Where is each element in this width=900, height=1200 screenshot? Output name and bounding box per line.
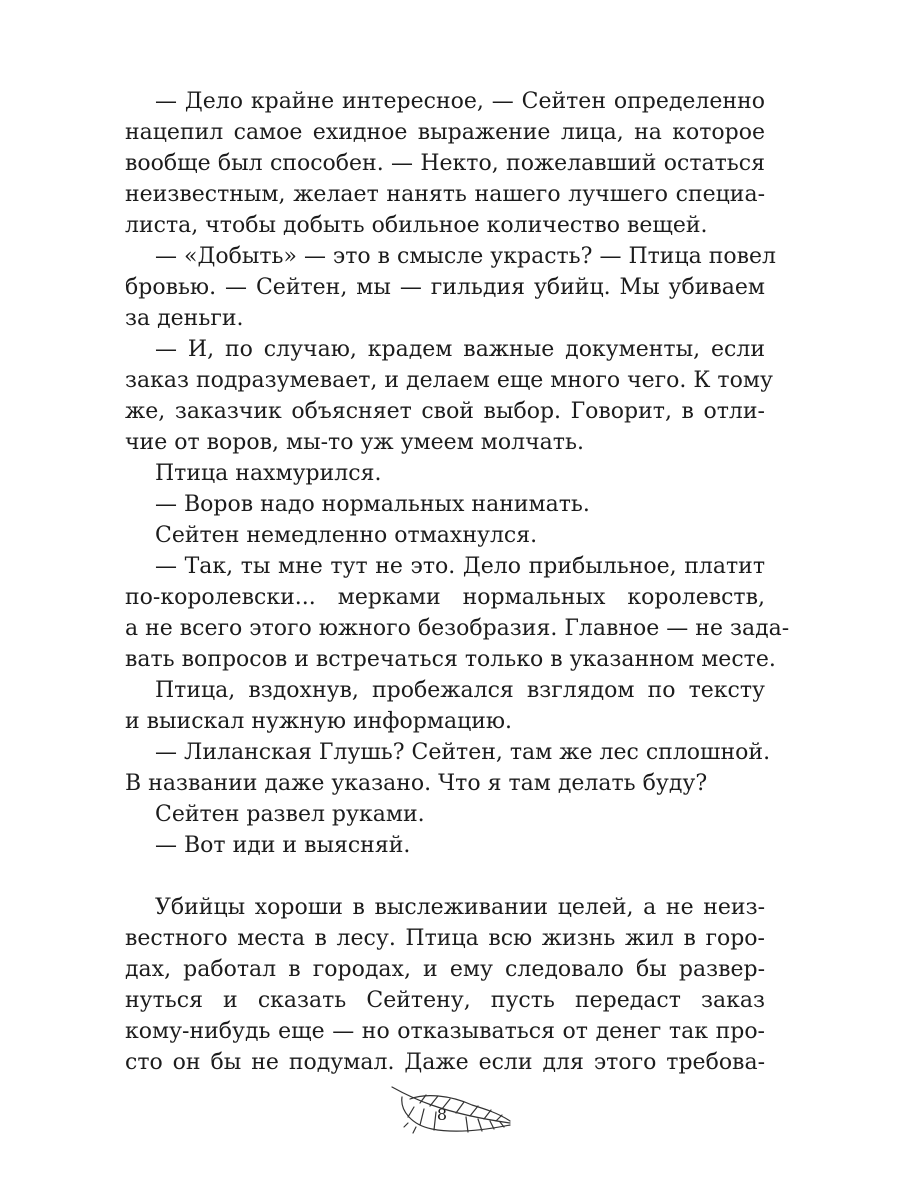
text-line: вать вопросов и встречаться только в указанном месте. (125, 647, 776, 672)
text-line: Птица, вздохнув, пробежался взглядом по тексту (155, 678, 765, 703)
text-line: — Воров надо нормальных нанимать. (155, 492, 590, 517)
text-line: — Так, ты мне тут не это. Дело прибыльное, платит (155, 554, 765, 579)
text-line: — Вот иди и выясняй. (155, 833, 411, 858)
text-line: В названии даже указано. Что я там делать буду? (125, 771, 708, 796)
text-line: дах, работал в городах, и ему следовало бы развер- (125, 957, 765, 982)
text-line: нацепил самое ехидное выражение лица, на которое (125, 120, 765, 145)
text-line: неизвестным, желает нанять нашего лучшего специа- (125, 182, 765, 207)
text-line: — Лиланская Глушь? Сейтен, там же лес сплошной. (155, 740, 771, 765)
text-line: сто он бы не подумал. Даже если для этого требова- (125, 1050, 765, 1075)
text-line: за деньги. (125, 306, 244, 331)
paragraph-gap (125, 861, 765, 892)
text-line: кому-нибудь еще — но отказываться от денег так про- (125, 1019, 765, 1044)
text-line: и выискал нужную информацию. (125, 709, 513, 734)
text-line: Птица нахмурился. (155, 461, 382, 486)
text-line: а не всего этого южного безобразия. Главное — не зада- (125, 616, 790, 641)
text-line: вообще был способен. — Некто, пожелавший остаться (125, 151, 765, 176)
text-line: — Дело крайне интересное, — Сейтен определенно (155, 89, 765, 114)
page-number: 8 (436, 1105, 448, 1124)
page-footer (380, 1075, 520, 1145)
text-line: бровью. — Сейтен, мы — гильдия убийц. Мы убиваем (125, 275, 765, 300)
text-line: — «Добыть» — это в смысле украсть? — Птица повел (155, 244, 777, 269)
text-line: чие от воров, мы-то уж умеем молчать. (125, 430, 584, 455)
body-text (125, 86, 790, 1078)
text-line: листа, чтобы добыть обильное количество вещей. (125, 213, 708, 238)
text-line: нуться и сказать Сейтену, пусть передаст заказ (125, 988, 765, 1013)
text-line: заказ подразумевает, и делаем еще много чего. К тому (125, 368, 773, 393)
text-line: — И, по случаю, крадем важные документы, если (155, 337, 765, 362)
text-line: же, заказчик объясняет свой выбор. Говорит, в отли- (125, 399, 765, 424)
text-line: Сейтен развел руками. (155, 802, 425, 827)
text-line: Убийцы хороши в выслеживании целей, а не неиз- (155, 895, 765, 920)
text-line: вестного места в лесу. Птица всю жизнь жил в горо- (125, 926, 765, 951)
text-line: Сейтен немедленно отмахнулся. (155, 523, 538, 548)
text-line: по-королевски... мерками нормальных королевств, (125, 585, 765, 610)
